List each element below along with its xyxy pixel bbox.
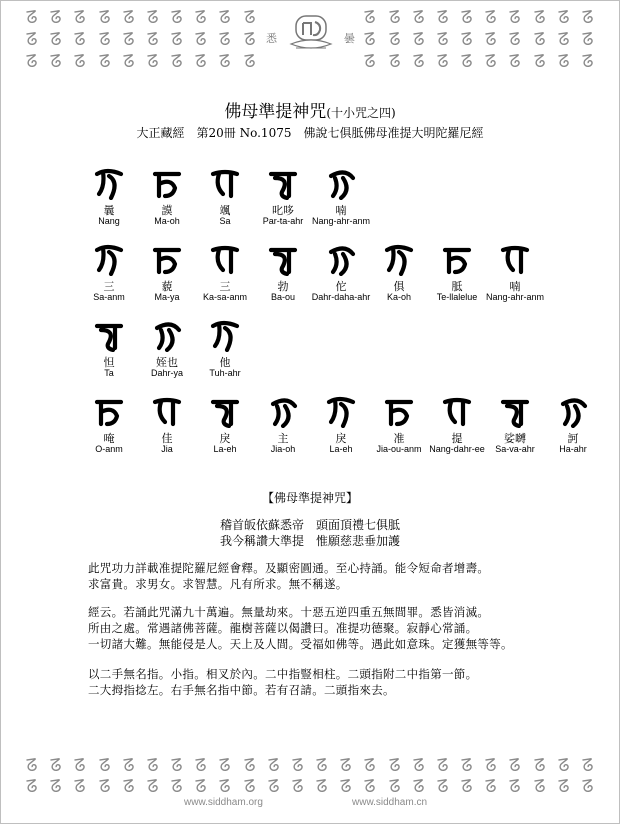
siddham-ornament-icon: ᘔ [97, 29, 112, 51]
paragraph-sutra [88, 604, 558, 652]
siddham-glyph-icon [383, 242, 415, 276]
siddham-ornament-icon: ᘔ [194, 755, 209, 777]
siddham-ornament-icon: ᘔ [49, 776, 64, 798]
syllable-romanization: Par-ta-ahr [262, 216, 304, 226]
siddham-ornament-icon: ᘔ [146, 29, 160, 51]
siddham-ornament-icon: ᘔ [97, 776, 112, 798]
syllable-romanization: Ha-ahr [559, 444, 587, 454]
siddham-ornament-icon: ᘔ [25, 29, 39, 51]
bottom-ornament-row-2 [22, 777, 598, 797]
verse-line-2: 我今稱讚大準提 惟願慈悲垂加護 [219, 534, 400, 548]
syllable-chinese: 喃 [509, 280, 521, 293]
syllable-romanization: Te-llalelue [436, 292, 478, 302]
siddham-ornament-icon: ᘔ [508, 51, 523, 73]
siddham-ornament-icon: ᘔ [242, 51, 257, 73]
siddham-ornament-icon: ᘔ [387, 51, 402, 73]
mantra-syllable [254, 242, 312, 304]
siddham-ornament-icon: ᘔ [508, 7, 523, 29]
siddham-ornament-icon: ᘔ [25, 776, 39, 798]
siddham-ornament-icon: ᘔ [194, 7, 209, 29]
siddham-ornament-icon: ᘔ [532, 7, 547, 29]
siddham-ornament-icon: ᘔ [315, 755, 329, 777]
siddham-ornament-icon: ᘔ [581, 7, 595, 29]
syllable-chinese: 他 [219, 356, 231, 369]
syllable-romanization: Ka-oh [386, 292, 412, 302]
paragraph-line: 此咒功力詳載准提陀羅尼經會釋。及顯密圓通。至心持誦。能令短命者增壽。 [88, 561, 490, 575]
bottom-ornament-row-1 [22, 756, 598, 776]
mantra-syllable [196, 394, 254, 456]
syllable-romanization: Nang-ahr-anm [485, 292, 545, 302]
siddham-ornament-icon: ᘔ [266, 776, 281, 798]
syllable-romanization: Sa [219, 216, 231, 226]
siddham-ornament-icon: ᘔ [121, 776, 136, 798]
siddham-glyph-icon [151, 242, 183, 276]
mantra-syllable [312, 242, 370, 304]
siddham-ornament-icon: ᘔ [387, 755, 402, 777]
siddham-ornament-icon: ᘔ [556, 776, 571, 798]
lotus-emblem-icon [288, 14, 334, 52]
siddham-ornament-icon: ᘔ [363, 755, 378, 777]
siddham-ornament-icon: ᘔ [411, 755, 426, 777]
syllable-chinese: 戾 [219, 432, 231, 445]
syllable-romanization: Ma-ya [154, 292, 180, 302]
paragraph-mudra [88, 666, 558, 698]
mantra-syllable [428, 394, 486, 456]
title-subtitle: (十小咒之四) [326, 106, 396, 120]
siddham-ornament-icon: ᘔ [97, 7, 112, 29]
siddham-ornament-icon: ᘔ [73, 7, 88, 29]
syllable-romanization: La-eh [213, 444, 237, 454]
title-main: 佛母準提神咒 [224, 102, 327, 122]
siddham-ornament-icon: ᘔ [121, 7, 136, 29]
paragraph-line: 以二手無名指。小指。相叉於內。二中指豎相柱。二頭指附二中指第一節。 [88, 667, 478, 681]
mantra-syllable [254, 394, 312, 456]
siddham-ornament-icon: ᘔ [194, 776, 209, 798]
siddham-ornament-icon: ᘔ [146, 776, 160, 798]
mantra-syllable [544, 394, 602, 456]
verse-line-1: 稽首皈依蘇悉帝 頭面頂禮七俱胝 [219, 518, 400, 532]
mantra-syllable [80, 242, 138, 304]
siddham-ornament-icon: ᘔ [460, 776, 474, 798]
siddham-ornament-icon: ᘔ [73, 29, 88, 51]
mantra-syllable [80, 166, 138, 228]
siddham-ornament-icon: ᘔ [508, 29, 523, 51]
syllable-chinese: 俱 [393, 280, 405, 293]
siddham-ornament-icon: ᘔ [484, 755, 499, 777]
syllable-romanization: Jia-ou-anm [376, 444, 422, 454]
logo-right-char: 曇 [344, 32, 355, 45]
mantra-syllable [138, 166, 196, 228]
siddham-glyph-icon [499, 394, 531, 428]
siddham-ornament-icon: ᘔ [460, 7, 474, 29]
mantra-syllable [138, 318, 196, 380]
siddham-ornament-icon: ᘔ [460, 755, 474, 777]
siddham-glyph-icon [209, 394, 241, 428]
siddham-ornament-icon: ᘔ [532, 776, 547, 798]
syllable-romanization: Jia-oh [270, 444, 296, 454]
siddham-ornament-icon: ᘔ [73, 51, 88, 73]
siddham-ornament-icon: ᘔ [121, 755, 136, 777]
siddham-ornament-icon: ᘔ [532, 755, 547, 777]
siddham-ornament-icon: ᘔ [218, 29, 233, 51]
siddham-ornament-icon: ᘔ [218, 51, 233, 73]
siddham-ornament-icon: ᘔ [146, 51, 160, 73]
siddham-ornament-icon: ᘔ [411, 29, 426, 51]
siddham-ornament-icon: ᘔ [146, 755, 160, 777]
siddham-glyph-icon [93, 242, 125, 276]
syllable-chinese: 唵 [103, 432, 115, 445]
syllable-romanization: Ta [104, 368, 114, 378]
siddham-ornament-icon: ᘔ [436, 51, 450, 73]
syllable-chinese: 戾 [335, 432, 347, 445]
siddham-glyph-icon [383, 394, 415, 428]
siddham-ornament-icon: ᘔ [436, 755, 450, 777]
mantra-syllable [254, 166, 312, 228]
paragraph-merit [88, 560, 558, 592]
siddham-glyph-icon [93, 394, 125, 428]
mantra-syllable [486, 394, 544, 456]
siddham-ornament-icon: ᘔ [436, 776, 450, 798]
siddham-ornament-icon: ᘔ [25, 51, 39, 73]
siddham-ornament-icon: ᘔ [436, 29, 450, 51]
siddham-ornament-icon: ᘔ [97, 755, 112, 777]
logo-left-char: 悉 [266, 32, 277, 45]
paragraph-line: 二大拇指捻左。右手無名指中節。若有召請。二頭指來去。 [88, 683, 395, 697]
siddham-glyph-icon [209, 242, 241, 276]
syllable-chinese: 曩 [103, 204, 115, 217]
siddham-glyph-icon [151, 394, 183, 428]
siddham-ornament-icon: ᘔ [170, 29, 184, 51]
siddham-ornament-icon: ᘔ [581, 776, 595, 798]
siddham-glyph-icon [209, 318, 241, 352]
siddham-ornament-icon: ᘔ [581, 29, 595, 51]
syllable-chinese: 謨 [161, 204, 173, 217]
siddham-ornament-icon: ᘔ [170, 776, 184, 798]
syllable-chinese: 怛 [103, 356, 115, 369]
siddham-ornament-icon: ᘔ [25, 755, 39, 777]
siddham-ornament-icon: ᘔ [556, 755, 571, 777]
mantra-row-2 [80, 242, 544, 304]
mantra-syllable [312, 166, 370, 228]
syllable-chinese: 提 [451, 432, 463, 445]
siddham-glyph-icon [267, 166, 299, 200]
syllable-romanization: La-eh [329, 444, 353, 454]
syllable-chinese: 姪也 [156, 356, 178, 369]
siddham-ornament-icon: ᘔ [218, 776, 233, 798]
siddham-ornament-icon: ᘔ [363, 776, 378, 798]
mantra-syllable [80, 318, 138, 380]
siddham-glyph-icon [325, 242, 357, 276]
mantra-heading: 【佛母準提神咒】 [261, 491, 358, 505]
syllable-chinese: 叱哆 [272, 204, 294, 217]
siddham-ornament-icon: ᘔ [218, 755, 233, 777]
siddham-ornament-icon: ᘔ [291, 755, 305, 777]
siddham-ornament-icon: ᘔ [532, 29, 547, 51]
siddham-ornament-icon: ᘔ [484, 7, 499, 29]
syllable-romanization: Dahr-daha-ahr [311, 292, 371, 302]
siddham-ornament-icon: ᘔ [484, 51, 499, 73]
mantra-syllable [370, 394, 428, 456]
paragraph-line: 一切諸大難。無能侵是人。天上及人間。受福如佛等。遇此如意珠。定獲無等等。 [88, 637, 513, 651]
siddham-ornament-icon: ᘔ [121, 29, 136, 51]
syllable-romanization: Sa-anm [93, 292, 125, 302]
siddham-ornament-icon: ᘔ [291, 776, 305, 798]
siddham-ornament-icon: ᘔ [363, 7, 378, 29]
mantra-syllable [138, 394, 196, 456]
siddham-ornament-icon: ᘔ [556, 51, 571, 73]
siddham-ornament-icon: ᘔ [339, 776, 354, 798]
syllable-chinese: 藐 [161, 280, 173, 293]
siddham-ornament-icon: ᘔ [411, 51, 426, 73]
siddham-ornament-icon: ᘔ [25, 7, 39, 29]
siddham-ornament-icon: ᘔ [49, 29, 64, 51]
siddham-ornament-icon: ᘔ [339, 755, 354, 777]
syllable-chinese: 三 [103, 280, 115, 293]
siddham-ornament-icon: ᘔ [460, 51, 474, 73]
siddham-ornament-icon: ᘔ [49, 51, 64, 73]
syllable-romanization: Sa-va-ahr [495, 444, 535, 454]
syllable-romanization: Jia [161, 444, 173, 454]
siddham-ornament-icon: ᘔ [508, 755, 523, 777]
siddham-ornament-icon: ᘔ [170, 755, 184, 777]
syllable-romanization: O-anm [95, 444, 123, 454]
mantra-syllable [80, 394, 138, 456]
siddham-ornament-icon: ᘔ [411, 7, 426, 29]
syllable-chinese: 胝 [451, 280, 463, 293]
siddham-glyph-icon [209, 166, 241, 200]
siddham-ornament-icon: ᘔ [581, 51, 595, 73]
siddham-ornament-icon: ᘔ [218, 7, 233, 29]
siddham-glyph-icon [499, 242, 531, 276]
siddham-glyph-icon [93, 166, 125, 200]
siddham-glyph-icon [325, 166, 357, 200]
siddham-ornament-icon: ᘔ [73, 755, 88, 777]
syllable-romanization: Dahr-ya [150, 368, 183, 378]
siddham-ornament-icon: ᘔ [97, 51, 112, 73]
syllable-romanization: Ma-oh [154, 216, 180, 226]
siddham-ornament-icon: ᘔ [387, 7, 402, 29]
url-siddham-cn[interactable]: www.siddham.cn [352, 797, 428, 808]
mantra-row-1 [80, 166, 370, 228]
siddham-ornament-icon: ᘔ [315, 776, 329, 798]
syllable-chinese: 娑嚩 [504, 432, 526, 445]
siddham-ornament-icon: ᘔ [363, 29, 378, 51]
siddham-ornament-icon: ᘔ [436, 7, 450, 29]
mantra-row-3 [80, 318, 254, 380]
source-reference: 大正藏經 第20冊 No.1075 佛說七俱胝佛母准提大明陀羅尼經 [136, 126, 484, 140]
siddham-glyph-icon [325, 394, 357, 428]
siddham-ornament-icon: ᘔ [242, 776, 257, 798]
mantra-syllable [196, 242, 254, 304]
siddham-ornament-icon: ᘔ [484, 776, 499, 798]
siddham-glyph-icon [441, 242, 473, 276]
syllable-romanization: Nang [98, 216, 120, 226]
paragraph-line: 經云。若誦此咒滿九十萬遍。無量劫來。十惡五逆四重五無間罪。悉皆消滅。 [88, 605, 490, 619]
siddham-ornament-icon: ᘔ [460, 29, 474, 51]
paragraph-line: 所由之處。常遇諸佛菩薩。龍樹菩薩以偈讚曰。准提功德聚。寂靜心常誦。 [88, 621, 478, 635]
syllable-romanization: Nang-dahr-ee [429, 444, 485, 454]
siddham-glyph-icon [151, 166, 183, 200]
syllable-romanization: Tuh-ahr [209, 368, 241, 378]
mantra-syllable [196, 318, 254, 380]
syllable-chinese: 颯 [219, 204, 231, 217]
mantra-row-4 [80, 394, 602, 456]
syllable-chinese: 訶 [567, 432, 579, 445]
siddham-glyph-icon [151, 318, 183, 352]
syllable-chinese: 喃 [335, 204, 347, 217]
siddham-glyph-icon [441, 394, 473, 428]
siddham-ornament-icon: ᘔ [170, 51, 184, 73]
siddham-glyph-icon [267, 242, 299, 276]
mantra-syllable [312, 394, 370, 456]
siddham-ornament-icon: ᘔ [121, 51, 136, 73]
mantra-syllable [138, 242, 196, 304]
syllable-chinese: 主 [277, 432, 289, 445]
syllable-chinese: 勃 [277, 280, 289, 293]
url-siddham-org[interactable]: www.siddham.org [184, 797, 263, 808]
syllable-romanization: Ba-ou [270, 292, 296, 302]
syllable-chinese: 佗 [335, 280, 347, 293]
mantra-syllable [486, 242, 544, 304]
siddham-ornament-icon: ᘔ [387, 29, 402, 51]
siddham-ornament-icon: ᘔ [49, 7, 64, 29]
siddham-ornament-icon: ᘔ [556, 7, 571, 29]
siddham-ornament-icon: ᘔ [194, 29, 209, 51]
siddham-ornament-icon: ᘔ [73, 776, 88, 798]
mantra-syllable [370, 242, 428, 304]
siddham-glyph-icon [267, 394, 299, 428]
siddham-glyph-icon [557, 394, 589, 428]
siddham-ornament-icon: ᘔ [484, 29, 499, 51]
siddham-glyph-icon [93, 318, 125, 352]
siddham-ornament-icon: ᘔ [170, 7, 184, 29]
siddham-ornament-icon: ᘔ [508, 776, 523, 798]
siddham-ornament-icon: ᘔ [581, 755, 595, 777]
syllable-romanization: Ka-sa-anm [202, 292, 247, 302]
syllable-romanization: Nang-ahr-anm [311, 216, 371, 226]
syllable-chinese: 准 [393, 432, 405, 445]
siddham-ornament-icon: ᘔ [146, 7, 160, 29]
siddham-ornament-icon: ᘔ [556, 29, 571, 51]
syllable-chinese: 佳 [161, 432, 173, 445]
page-title [0, 97, 620, 122]
siddham-ornament-icon: ᘔ [411, 776, 426, 798]
siddham-ornament-icon: ᘔ [242, 7, 257, 29]
siddham-ornament-icon: ᘔ [266, 755, 281, 777]
siddham-logo [266, 8, 358, 60]
syllable-chinese: 三 [219, 280, 231, 293]
siddham-ornament-icon: ᘔ [532, 51, 547, 73]
siddham-ornament-icon: ᘔ [49, 755, 64, 777]
siddham-ornament-icon: ᘔ [242, 755, 257, 777]
siddham-ornament-icon: ᘔ [242, 29, 257, 51]
mantra-syllable [196, 166, 254, 228]
paragraph-line: 求富貴。求男女。求智慧。凡有所求。無不稱遂。 [88, 577, 348, 591]
mantra-syllable [428, 242, 486, 304]
siddham-ornament-icon: ᘔ [387, 776, 402, 798]
siddham-ornament-icon: ᘔ [194, 51, 209, 73]
siddham-ornament-icon: ᘔ [363, 51, 378, 73]
